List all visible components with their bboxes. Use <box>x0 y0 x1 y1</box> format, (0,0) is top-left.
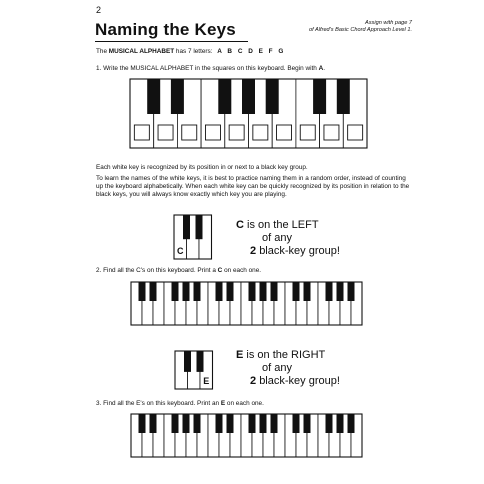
question-2-letter: C <box>217 267 223 274</box>
black-key <box>337 414 344 433</box>
black-key <box>304 282 311 301</box>
black-key <box>147 79 160 114</box>
question-3-number: 3. <box>96 400 102 407</box>
black-key <box>183 414 190 433</box>
black-key <box>171 79 184 114</box>
alphabet-prefix: The <box>96 48 108 55</box>
black-key <box>326 282 333 301</box>
black-key <box>293 414 300 433</box>
rule-c-line3: black-key group! <box>259 245 340 257</box>
rule-e <box>236 349 340 388</box>
answer-box <box>324 125 339 140</box>
alphabet-suffix: has 7 letters: <box>175 48 213 55</box>
black-key <box>293 282 300 301</box>
rule-e-line3: black-key group! <box>259 375 340 387</box>
black-key <box>271 414 278 433</box>
question-3-end: on each one. <box>226 400 264 407</box>
assignment-note <box>309 20 412 34</box>
black-key <box>242 79 255 114</box>
black-key <box>271 282 278 301</box>
black-key <box>216 414 223 433</box>
rule-e-line2: of any <box>262 362 292 374</box>
answer-box <box>205 125 220 140</box>
answer-box <box>158 125 173 140</box>
question-3-letter: E <box>220 400 226 407</box>
black-key <box>196 215 203 239</box>
question-1-start-letter: A <box>318 65 324 72</box>
rule-c-line2: of any <box>262 232 292 244</box>
black-key <box>326 414 333 433</box>
black-key <box>172 282 179 301</box>
keyboard-3-find-e <box>131 414 362 458</box>
question-2 <box>96 267 261 275</box>
black-key <box>197 351 204 372</box>
black-key <box>227 414 234 433</box>
answer-box <box>300 125 315 140</box>
answer-box <box>229 125 244 140</box>
rule-c <box>236 219 340 258</box>
answer-box <box>277 125 292 140</box>
rule-e-key: E <box>236 349 244 361</box>
alphabet-statement <box>96 48 283 56</box>
page-number: 2 <box>96 5 102 15</box>
alphabet-term: MUSICAL ALPHABET <box>108 48 175 55</box>
black-key <box>183 215 190 239</box>
black-key <box>139 414 146 433</box>
keyboard-1-alphabet <box>130 79 368 149</box>
c-diagram-label: C <box>177 246 184 256</box>
rule-c-line1: is on the LEFT <box>247 219 319 231</box>
black-key <box>150 282 157 301</box>
black-key <box>227 282 234 301</box>
question-2-end: on each one. <box>224 267 262 274</box>
keyboard-2-find-c <box>131 282 362 326</box>
black-key <box>313 79 326 114</box>
rule-e-number: 2 <box>250 375 257 387</box>
answer-box <box>182 125 197 140</box>
black-key <box>194 282 201 301</box>
paragraph-recognition: Each white key is recognized by its position in or next to a black key group. <box>96 164 308 171</box>
black-key <box>218 79 231 114</box>
black-key <box>337 79 350 114</box>
black-key <box>216 282 223 301</box>
question-1 <box>96 65 325 73</box>
black-key <box>139 282 146 301</box>
assignment-line-2: of Alfred's Basic Chord Approach Level 1. <box>309 27 412 33</box>
black-key <box>304 414 311 433</box>
black-key <box>348 282 355 301</box>
paragraph-random-order: To learn the names of the white keys, it is best to practice naming them in a random order, instead of counting up the keyboard alphabetically. When each white key can be quickly recognized by its position in relation to the black keys, you will always know exactly which key you are playing. <box>96 175 410 198</box>
black-key <box>150 414 157 433</box>
black-key <box>337 282 344 301</box>
rule-c-number: 2 <box>250 245 257 257</box>
rule-e-line1: is on the RIGHT <box>246 349 326 361</box>
rule-c-key: C <box>236 219 244 231</box>
black-key <box>260 282 267 301</box>
c-key-diagram <box>174 215 214 260</box>
black-key <box>183 282 190 301</box>
page-title: Naming the Keys <box>95 20 248 42</box>
question-1-end: . <box>323 65 326 72</box>
black-key <box>194 414 201 433</box>
black-key <box>348 414 355 433</box>
black-key <box>249 282 256 301</box>
black-key <box>184 351 191 372</box>
question-2-number: 2. <box>96 267 102 274</box>
question-3 <box>96 400 264 408</box>
question-3-text: Find all the E's on this keyboard. Print an <box>103 400 220 407</box>
question-1-text: Write the MUSICAL ALPHABET in the squares on this keyboard. Begin with <box>103 65 317 72</box>
e-key-diagram <box>175 351 215 390</box>
answer-box <box>134 125 149 140</box>
black-key <box>249 414 256 433</box>
assignment-line-1: Assign with page 7 <box>365 20 412 26</box>
black-key <box>266 79 279 114</box>
answer-box <box>348 125 363 140</box>
black-key <box>172 414 179 433</box>
answer-box <box>253 125 268 140</box>
e-diagram-label: E <box>203 376 210 386</box>
question-1-number: 1. <box>96 65 102 72</box>
black-key <box>260 414 267 433</box>
question-2-text: Find all the C's on this keyboard. Print a <box>103 267 216 274</box>
alphabet-letters: A B C D E F G <box>217 48 284 55</box>
